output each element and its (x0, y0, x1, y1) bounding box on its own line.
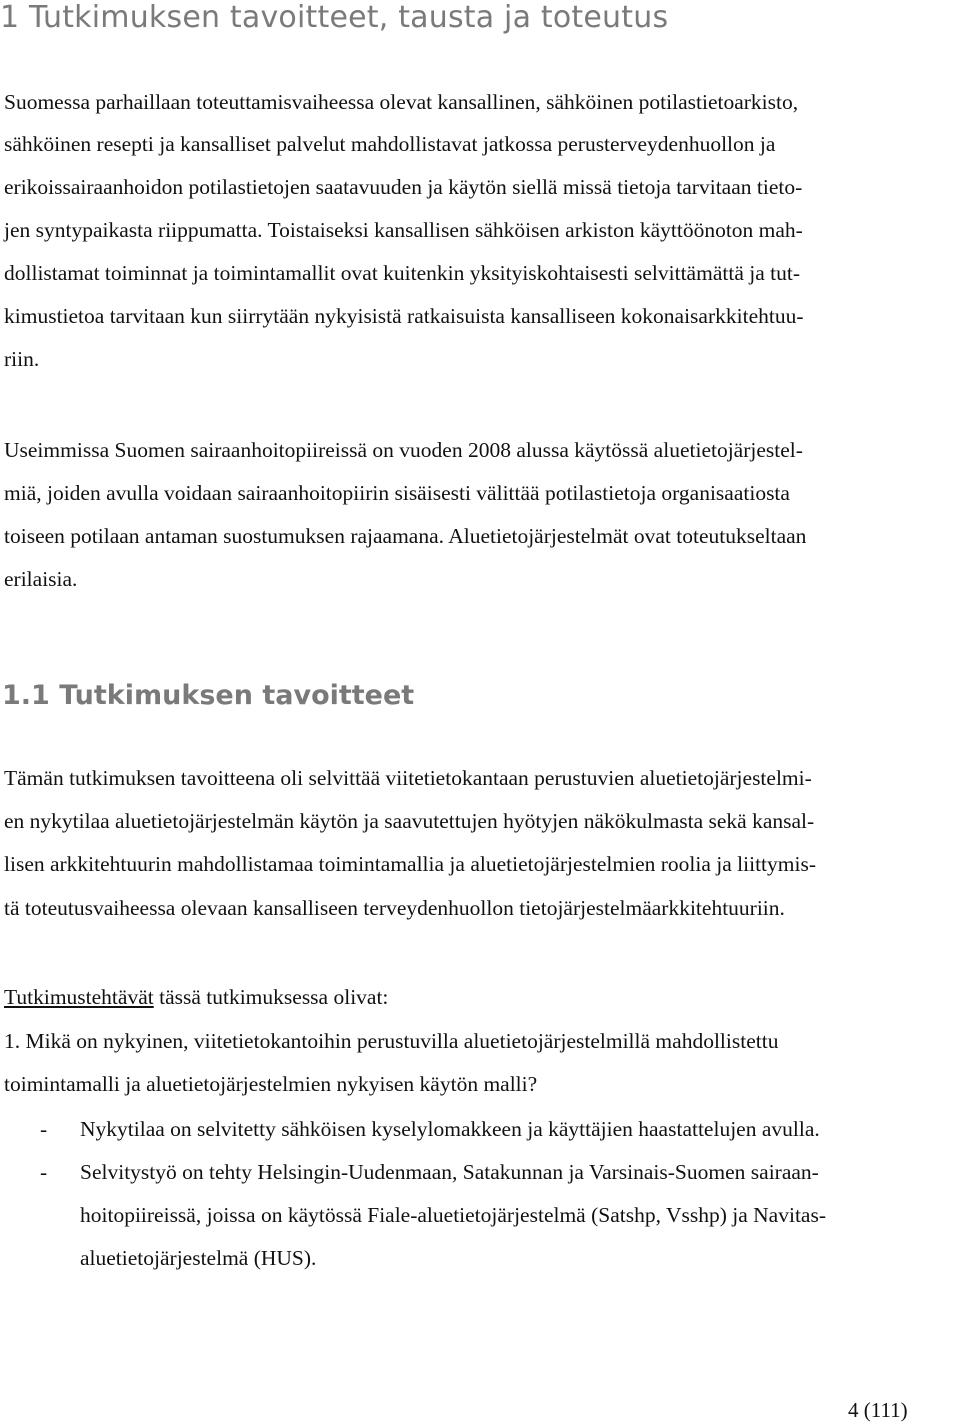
section-heading: 1.1 Tutkimuksen tavoitteet (2, 680, 415, 711)
para3-line: en nykytilaa aluetietojärjestelmän käytön ja saavutettujen hyötyjen näkökulmasta sekä kansal- (4, 809, 815, 833)
para3-line: Tämän tutkimuksen tavoitteena oli selvittää viitetietokantaan perustuvien aluetietojärjestelmi- (4, 766, 812, 790)
chapter-heading: 1 Tutkimuksen tavoitteet, tausta ja toteutus (0, 0, 669, 35)
para2-line: erilaisia. (4, 567, 78, 591)
para3-line: tä toteutusvaiheessa olevaan kansalliseen terveydenhuollon tietojärjestelmäarkkitehtuuriin. (4, 896, 785, 920)
bullet-dash: - (40, 1117, 48, 1141)
para1-line: dollistamat toiminnat ja toimintamallit ovat kuitenkin yksityiskohtaisesti selvittämättä ja tut- (4, 261, 800, 285)
bullet-line: hoitopiireissä, joissa on käytössä Fiale-aluetietojärjestelmä (Satshp, Vsshp) ja Navitas- (80, 1203, 826, 1227)
para1-line: riin. (4, 347, 40, 371)
para2-line: toiseen potilaan antaman suostumuksen rajaamana. Aluetietojärjestelmät ovat toteutukseltaan (4, 524, 807, 548)
bullet-line: aluetietojärjestelmä (HUS). (80, 1246, 317, 1270)
para2-line: Useimmissa Suomen sairaanhoitopiireissä on vuoden 2008 alussa käytössä aluetietojärjestel- (4, 438, 803, 462)
para1-line: erikoissairaanhoidon potilastietojen saatavuuden ja käytön siellä missä tietoja tarvitaan tieto- (4, 175, 803, 199)
tasks-label (4, 985, 388, 1010)
para1-line: sähköinen resepti ja kansalliset palvelut mahdollistavat jatkossa perusterveydenhuollon ja (4, 132, 776, 156)
para1-line: jen syntypaikasta riippumatta. Toistaiseksi kansallisen sähköisen arkiston käyttöönoton mah- (4, 218, 803, 242)
bullet-line: Nykytilaa on selvitetty sähköisen kyselylomakkeen ja käyttäjien haastattelujen avulla. (80, 1117, 820, 1141)
task-item-line: 1. Mikä on nykyinen, viitetietokantoihin perustuvilla aluetietojärjestelmillä mahdollistettu (4, 1029, 779, 1053)
para2-line: miä, joiden avulla voidaan sairaanhoitopiirin sisäisesti välittää potilastietoja organisaatiosta (4, 481, 790, 505)
para3-line: lisen arkkitehtuurin mahdollistamaa toimintamallia ja aluetietojärjestelmien roolia ja liittymis- (4, 852, 817, 876)
para1-line: Suomessa parhaillaan toteuttamisvaiheessa olevat kansallinen, sähköinen potilastietoarkisto, (4, 90, 799, 114)
page-number: 4 (111) (848, 1398, 908, 1422)
bullet-line: Selvitystyö on tehty Helsingin-Uudenmaan, Satakunnan ja Varsinais-Suomen sairaan- (80, 1160, 819, 1184)
para1-line: kimustietoa tarvitaan kun siirrytään nykyisistä ratkaisuista kansalliseen kokonaisarkkitehtuu- (4, 304, 804, 328)
task-item-line: toimintamalli ja aluetietojärjestelmien nykyisen käytön malli? (4, 1072, 538, 1096)
tasks-label-rest: tässä tutkimuksessa olivat: (153, 985, 389, 1009)
tasks-label-underlined: Tutkimustehtävät (4, 985, 154, 1009)
bullet-dash: - (40, 1160, 48, 1184)
